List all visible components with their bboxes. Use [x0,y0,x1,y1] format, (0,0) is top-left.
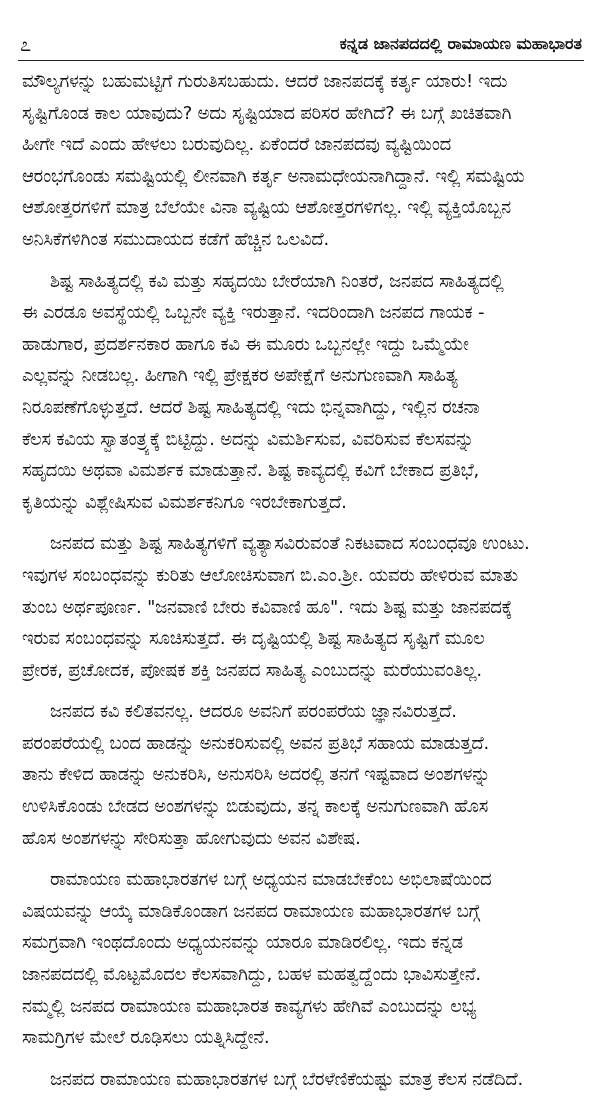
text-line: ಕೃತಿಯನ್ನು ವಿಶ್ಲೇಷಿಸುವ ವಿಮರ್ಶಕನಿಗೂ ಇರಬೇಕಾಗುತ್ತದೆ. [22,491,347,513]
text-line: ಸಹೃದಯಿ ಅಥವಾ ವಿಮರ್ಶಕ ಮಾಡುತ್ತಾನೆ. ಶಿಷ್ಟ ಕಾವ್ಯದಲ್ಲಿ ಕವಿಗೆ ಬೇಕಾದ ಪ್ರತಿಭೆ, [22,460,480,482]
text-line: ಸೃಷ್ಟಿಗೊಂಡ ಕಾಲ ಯಾವುದು? ಅದು ಸೃಷ್ಟಿಯಾದ ಪರಿಸರ ಹೇಗಿದೆ? ಈ ಬಗ್ಗೆ ಖಚಿತವಾಗಿ [22,102,512,124]
text-line: ಕೆಲಸ ಕವಿಯ ಸ್ವಾತಂತ್ರ್ಯಕ್ಕೆ ಬಿಟ್ಟಿದ್ದು. ಅದನ್ನು ವಿಮರ್ಶಿಸುವ, ವಿವರಿಸುವ ಕೆಲಸವನ್ನು [22,428,474,450]
paragraph-6 [22,1064,582,1096]
page-header [18,30,584,61]
text-line: ಅನಿಸಿಕೆಗಳಿಗಿಂತ ಸಮುದಾಯದ ಕಡೆಗೆ ಹೆಚ್ಚಿನ ಒಲವಿದೆ. [22,228,329,250]
running-title: ಕನ್ನಡ ಜಾನಪದದಲ್ಲಿ ರಾಮಾಯಣ ಮಹಾಭಾರತ [339,34,582,53]
page-number: ೭ [20,32,32,56]
text-line: ನಿರೂಪಣೆಗೊಳ್ಳುತ್ತದೆ. ಆದರೆ ಶಿಷ್ಟ ಸಾಹಿತ್ಯದಲ್ಲಿ ಇದು ಭಿನ್ನವಾಗಿದ್ದು, ಇಲ್ಲಿನ ರಚನಾ [22,396,480,418]
text-line: ನಮ್ಮಲ್ಲಿ ಜನಪದ ರಾಮಾಯಣ ಮಹಾಭಾರತ ಕಾವ್ಯಗಳು ಹೇಗಿವೆ ಎಂಬುದನ್ನು ಲಭ್ಯ [22,995,477,1017]
text-line: ಜಾನಪದದಲ್ಲಿ ಮೊಟ್ಟಮೊದಲ ಕೆಲಸವಾಗಿದ್ದು, ಬಹಳ ಮಹತ್ವದ್ದೆಂದು ಭಾವಿಸುತ್ತೇನೆ. [22,964,481,986]
paragraph-4 [22,696,582,854]
paragraph-3 [22,528,582,686]
text-line: ಈ ಎರಡೂ ಅವಸ್ಥೆಯಲ್ಲಿ ಒಬ್ಬನೇ ವ್ಯಕ್ತಿ ಇರುತ್ತಾನೆ. ಇದರಿಂದಾಗಿ ಜನಪದ ಗಾಯಕ - [22,302,485,324]
text-line: ಆಶೋತ್ತರಗಳಿಗೆ ಮಾತ್ರ ಬೆಲೆಯೇ ವಿನಾ ವ್ಯಷ್ಟಿಯ ಆಶೋತ್ತರಗಳಿಗಲ್ಲ. ಇಲ್ಲಿ ವ್ಯಕ್ತಿಯೊಬ್ಬನ [22,197,511,219]
text-line: ಪರಂಪರೆಯಲ್ಲಿ ಬಂದ ಹಾಡನ್ನು ಅನುಕರಿಸುವಲ್ಲಿ ಅವನ ಪ್ರತಿಭೆ ಸಹಾಯ ಮಾಡುತ್ತದೆ. [22,732,490,754]
paragraph-1 [22,66,582,256]
text-line: ಇರುವ ಸಂಬಂಧವನ್ನು ಸೂಚಿಸುತ್ತದೆ. ಈ ದೃಷ್ಟಿಯಲ್ಲಿ ಶಿಷ್ಟ ಸಾಹಿತ್ಯದ ಸೃಷ್ಟಿಗೆ ಮೂಲ [22,628,485,650]
paragraph-2 [22,266,582,519]
text-line: ವಿಷಯವನ್ನು ಆಯ್ಕೆ ಮಾಡಿಕೊಂಡಾಗ ಜನಪದ ರಾಮಾಯಣ ಮಹಾಭಾರತಗಳ ಬಗ್ಗೆ [22,900,480,922]
text-line: ಉಳಿಸಿಕೊಂಡು ಬೇಡದ ಅಂಶಗಳನ್ನು ಬಿಡುವುದು, ತನ್ನ ಕಾಲಕ್ಕೆ ಅನುಗುಣವಾಗಿ ಹೊಸ [22,796,489,818]
text-line: ಸಮಗ್ರವಾಗಿ ಇಂಥದೊಂದು ಅಧ್ಯಯನವನ್ನು ಯಾರೂ ಮಾಡಿರಲಿಲ್ಲ. ಇದು ಕನ್ನಡ [22,932,463,954]
text-line: ಹಾಡುಗಾರ, ಪ್ರದರ್ಶನಕಾರ ಹಾಗೂ ಕವಿ ಈ ಮೂರು ಒಬ್ಬನಲ್ಲೇ ಇದ್ದು ಒಮ್ಮೆಯೇ [22,333,469,355]
text-line: ತಾನು ಕೇಳಿದ ಹಾಡನ್ನು ಅನುಕರಿಸಿ, ಅನುಸರಿಸಿ ಅದರಲ್ಲಿ ತನಗೆ ಇಷ್ಟವಾದ ಅಂಶಗಳನ್ನು [22,764,491,786]
text-line: ಸಾಮಗ್ರಿಗಳ ಮೇಲೆ ರೂಢಿಸಲು ಯತ್ನಿಸಿದ್ದೇನೆ. [22,1027,270,1049]
paragraph-5 [22,864,582,1054]
text-line: ಜನಪದ ರಾಮಾಯಣ ಮಹಾಭಾರತಗಳ ಬಗ್ಗೆ ಬೆರಳೆಣಿಕೆಯಷ್ಟು ಮಾತ್ರ ಕೆಲಸ ನಡೆದಿದೆ. [50,1068,524,1090]
text-line: ಜನಪದ ಕವಿ ಕಲಿತವನಲ್ಲ. ಆದರೂ ಅವನಿಗೆ ಪರಂಪರೆಯ ಜ್ಞಾನವಿರುತ್ತದೆ. [50,701,457,723]
text-line: ಜನಪದ ಮತ್ತು ಶಿಷ್ಟ ಸಾಹಿತ್ಯಗಳಿಗೆ ವ್ಯತ್ಯಾಸವಿರುವಂತೆ ನಿಕಟವಾದ ಸಂಬಂಧವೂ ಉಂಟು. [50,533,530,555]
text-line: ಮೌಲ್ಯಗಳನ್ನು ಬಹುಮಟ್ಟಿಗೆ ಗುರುತಿಸಬಹುದು. ಆದರೆ ಜಾನಪದಕ್ಕೆ ಕರ್ತೃ ಯಾರು! ಇದು [22,71,508,92]
text-line: ಇವುಗಳ ಸಂಬಂಧವನ್ನು ಕುರಿತು ಆಲೋಚಿಸುವಾಗ ಬಿ.ಎಂ.ಶ್ರೀ. ಯವರು ಹೇಳಿರುವ ಮಾತು [22,564,518,586]
text-line: ಆರಂಭಗೊಂಡು ಸಮಷ್ಟಿಯಲ್ಲಿ ಲೀನವಾಗಿ ಕರ್ತೃ ಅನಾಮಧೇಯನಾಗಿದ್ದಾನೆ. ಇಲ್ಲಿ ಸಮಷ್ಟಿಯ [22,165,525,187]
text-line: ಹೀಗೇ ಇದೆ ಎಂದು ಹೇಳಲು ಬರುವುದಿಲ್ಲ. ಏಕೆಂದರೆ ಜಾನಪದವು ವ್ಯಷ್ಟಿಯಿಂದ [22,134,452,156]
text-line: ಎಲ್ಲವನ್ನು ನೀಡಬಲ್ಲ. ಹೀಗಾಗಿ ಇಲ್ಲಿ ಪ್ರೇಕ್ಷಕರ ಅಪೇಕ್ಷೆಗೆ ಅನುಗುಣವಾಗಿ ಸಾಹಿತ್ಯ [22,365,458,387]
body-text [22,66,582,1105]
text-line: ಶಿಷ್ಟ ಸಾಹಿತ್ಯದಲ್ಲಿ ಕವಿ ಮತ್ತು ಸಹೃದಯಿ ಬೇರೆಯಾಗಿ ನಿಂತರೆ, ಜನಪದ ಸಾಹಿತ್ಯದಲ್ಲಿ [50,270,504,292]
text-line: ರಾಮಾಯಣ ಮಹಾಭಾರತಗಳ ಬಗ್ಗೆ ಅಧ್ಯಯನ ಮಾಡಬೇಕೆಂಬ ಅಭಿಲಾಷೆಯಿಂದ [50,869,492,891]
text-line: ಹೊಸ ಅಂಶಗಳನ್ನು ಸೇರಿಸುತ್ತಾ ಹೋಗುವುದು ಅವನ ವಿಶೇಷ. [22,827,361,849]
text-line: ಪ್ರೇರಕ, ಪ್ರಚೋದಕ, ಪೋಷಕ ಶಕ್ತಿ ಜನಪದ ಸಾಹಿತ್ಯ ಎಂಬುದನ್ನು ಮರೆಯುವಂತಿಲ್ಲ. [22,659,482,681]
text-line: ತುಂಬ ಅರ್ಥಪೂರ್ಣ. "ಜನವಾಣಿ ಬೇರು ಕವಿವಾಣಿ ಹೂ". ಇದು ಶಿಷ್ಟ ಮತ್ತು ಜಾನಪದಕ್ಕೆ [22,596,513,618]
